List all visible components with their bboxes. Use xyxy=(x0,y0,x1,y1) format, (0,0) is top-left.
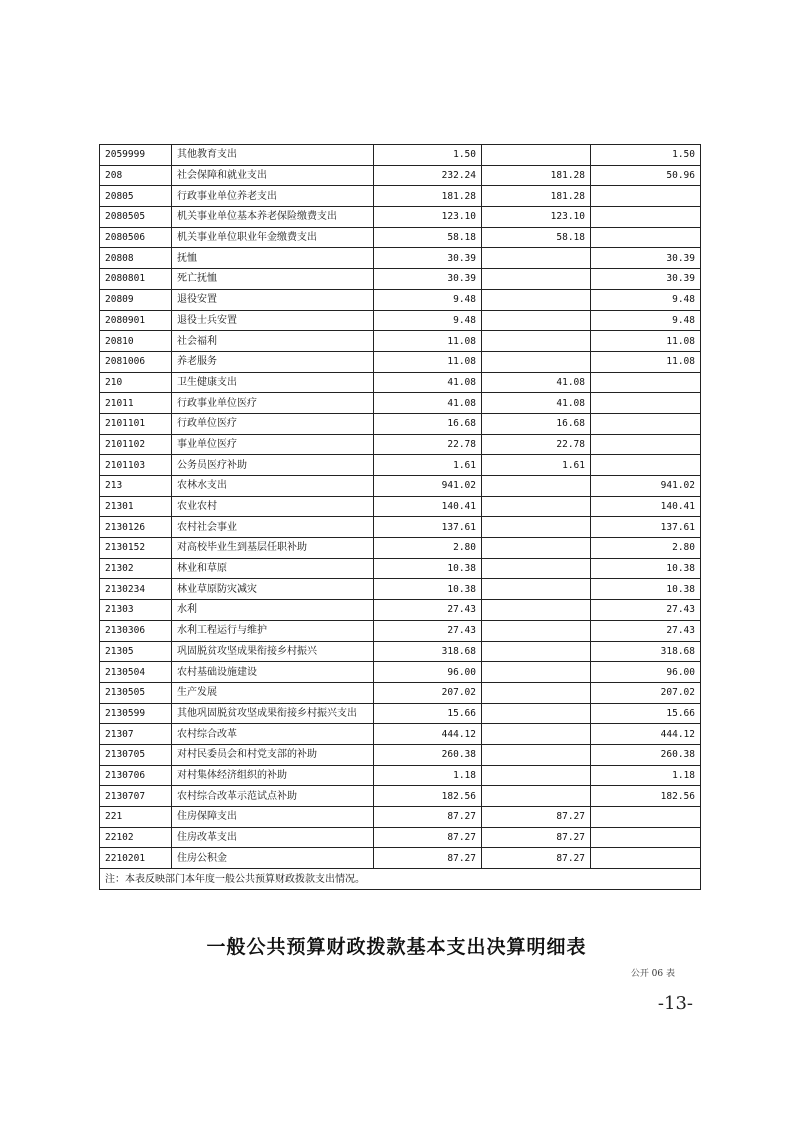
cell-project xyxy=(591,848,701,869)
table-row xyxy=(100,351,701,372)
cell-total: 140.41 xyxy=(374,496,482,517)
cell-total: 444.12 xyxy=(374,724,482,745)
cell-project: 137.61 xyxy=(591,517,701,538)
cell-name: 林业草原防灾减灾 xyxy=(172,579,374,600)
cell-basic: 87.27 xyxy=(482,807,591,828)
cell-code: 2101103 xyxy=(100,455,172,476)
cell-total: 11.08 xyxy=(374,351,482,372)
cell-code: 2130707 xyxy=(100,786,172,807)
cell-code: 2130152 xyxy=(100,538,172,559)
cell-code: 2101102 xyxy=(100,434,172,455)
cell-total: 9.48 xyxy=(374,289,482,310)
cell-total: 87.27 xyxy=(374,848,482,869)
cell-basic xyxy=(482,682,591,703)
cell-total: 941.02 xyxy=(374,476,482,497)
cell-code: 2080901 xyxy=(100,310,172,331)
cell-code: 20808 xyxy=(100,248,172,269)
cell-name: 生产发展 xyxy=(172,682,374,703)
cell-total: 181.28 xyxy=(374,186,482,207)
table-row xyxy=(100,413,701,434)
cell-name: 水利工程运行与维护 xyxy=(172,620,374,641)
cell-basic: 181.28 xyxy=(482,165,591,186)
cell-project: 207.02 xyxy=(591,682,701,703)
cell-project xyxy=(591,434,701,455)
cell-name: 抚恤 xyxy=(172,248,374,269)
cell-project: 444.12 xyxy=(591,724,701,745)
table-row xyxy=(100,620,701,641)
cell-total: 232.24 xyxy=(374,165,482,186)
cell-name: 农业农村 xyxy=(172,496,374,517)
cell-total: 11.08 xyxy=(374,331,482,352)
table-row xyxy=(100,662,701,683)
cell-project: 1.18 xyxy=(591,765,701,786)
cell-code: 2101101 xyxy=(100,413,172,434)
cell-project xyxy=(591,207,701,228)
table-row xyxy=(100,289,701,310)
cell-basic: 41.08 xyxy=(482,372,591,393)
cell-name: 其他教育支出 xyxy=(172,145,374,166)
cell-code: 2080801 xyxy=(100,269,172,290)
cell-total: 27.43 xyxy=(374,600,482,621)
cell-total: 182.56 xyxy=(374,786,482,807)
table-row xyxy=(100,331,701,352)
cell-basic xyxy=(482,269,591,290)
cell-basic xyxy=(482,248,591,269)
cell-basic: 181.28 xyxy=(482,186,591,207)
cell-project: 50.96 xyxy=(591,165,701,186)
budget-expenditure-table xyxy=(99,144,701,890)
cell-name: 卫生健康支出 xyxy=(172,372,374,393)
cell-total: 123.10 xyxy=(374,207,482,228)
cell-project xyxy=(591,827,701,848)
table-row xyxy=(100,455,701,476)
cell-total: 2.80 xyxy=(374,538,482,559)
cell-basic xyxy=(482,496,591,517)
cell-code: 2080505 xyxy=(100,207,172,228)
table-row xyxy=(100,517,701,538)
cell-name: 对村集体经济组织的补助 xyxy=(172,765,374,786)
table-row xyxy=(100,186,701,207)
cell-name: 养老服务 xyxy=(172,351,374,372)
table-row xyxy=(100,496,701,517)
table-row xyxy=(100,393,701,414)
cell-basic: 58.18 xyxy=(482,227,591,248)
cell-total: 207.02 xyxy=(374,682,482,703)
cell-code: 20810 xyxy=(100,331,172,352)
cell-total: 318.68 xyxy=(374,641,482,662)
cell-project: 11.08 xyxy=(591,331,701,352)
cell-code: 2130599 xyxy=(100,703,172,724)
cell-name: 死亡抚恤 xyxy=(172,269,374,290)
cell-code: 2130706 xyxy=(100,765,172,786)
table-row xyxy=(100,807,701,828)
table-note: 注：本表反映部门本年度一般公共预算财政拨款支出情况。 xyxy=(100,869,701,890)
table-note-row xyxy=(100,869,701,890)
cell-total: 10.38 xyxy=(374,579,482,600)
cell-name: 水利 xyxy=(172,600,374,621)
cell-total: 15.66 xyxy=(374,703,482,724)
cell-basic xyxy=(482,662,591,683)
cell-total: 16.68 xyxy=(374,413,482,434)
cell-code: 2130126 xyxy=(100,517,172,538)
table-row xyxy=(100,682,701,703)
cell-name: 机关事业单位基本养老保险缴费支出 xyxy=(172,207,374,228)
cell-project: 27.43 xyxy=(591,600,701,621)
cell-total: 10.38 xyxy=(374,558,482,579)
cell-project: 318.68 xyxy=(591,641,701,662)
cell-name: 退役安置 xyxy=(172,289,374,310)
cell-name: 公务员医疗补助 xyxy=(172,455,374,476)
cell-basic xyxy=(482,641,591,662)
cell-basic: 22.78 xyxy=(482,434,591,455)
cell-basic xyxy=(482,579,591,600)
cell-name: 林业和草原 xyxy=(172,558,374,579)
cell-total: 87.27 xyxy=(374,807,482,828)
table-row xyxy=(100,434,701,455)
cell-name: 对村民委员会和村党支部的补助 xyxy=(172,744,374,765)
cell-name: 巩固脱贫攻坚成果衔接乡村振兴 xyxy=(172,641,374,662)
cell-total: 58.18 xyxy=(374,227,482,248)
cell-name: 农村综合改革示范试点补助 xyxy=(172,786,374,807)
cell-code: 2130234 xyxy=(100,579,172,600)
cell-project: 30.39 xyxy=(591,248,701,269)
cell-basic xyxy=(482,289,591,310)
cell-basic: 87.27 xyxy=(482,848,591,869)
cell-basic xyxy=(482,786,591,807)
table-row xyxy=(100,558,701,579)
cell-basic: 41.08 xyxy=(482,393,591,414)
table-row xyxy=(100,641,701,662)
cell-name: 退役士兵安置 xyxy=(172,310,374,331)
table-row xyxy=(100,703,701,724)
cell-name: 农林水支出 xyxy=(172,476,374,497)
cell-total: 1.50 xyxy=(374,145,482,166)
cell-code: 2130504 xyxy=(100,662,172,683)
cell-code: 2081006 xyxy=(100,351,172,372)
table-row xyxy=(100,207,701,228)
table-row xyxy=(100,579,701,600)
cell-basic: 16.68 xyxy=(482,413,591,434)
cell-total: 22.78 xyxy=(374,434,482,455)
cell-basic xyxy=(482,620,591,641)
table-row xyxy=(100,269,701,290)
cell-basic xyxy=(482,517,591,538)
table-row xyxy=(100,765,701,786)
table-row xyxy=(100,310,701,331)
table-id-label: 公开 06 表 xyxy=(630,969,675,979)
section-title: 一般公共预算财政拨款基本支出决算明细表 xyxy=(206,936,587,958)
cell-project xyxy=(591,372,701,393)
table-row xyxy=(100,372,701,393)
table-row xyxy=(100,538,701,559)
cell-name: 住房改革支出 xyxy=(172,827,374,848)
table-row xyxy=(100,786,701,807)
cell-project xyxy=(591,186,701,207)
cell-code: 21302 xyxy=(100,558,172,579)
cell-code: 22102 xyxy=(100,827,172,848)
cell-name: 农村综合改革 xyxy=(172,724,374,745)
cell-basic xyxy=(482,765,591,786)
cell-code: 20809 xyxy=(100,289,172,310)
cell-name: 社会福利 xyxy=(172,331,374,352)
cell-project xyxy=(591,413,701,434)
cell-code: 21011 xyxy=(100,393,172,414)
cell-basic xyxy=(482,331,591,352)
table-row xyxy=(100,827,701,848)
cell-total: 30.39 xyxy=(374,248,482,269)
cell-code: 213 xyxy=(100,476,172,497)
cell-total: 1.18 xyxy=(374,765,482,786)
cell-project: 96.00 xyxy=(591,662,701,683)
cell-total: 137.61 xyxy=(374,517,482,538)
cell-name: 农村社会事业 xyxy=(172,517,374,538)
cell-project xyxy=(591,393,701,414)
cell-project: 30.39 xyxy=(591,269,701,290)
cell-project: 140.41 xyxy=(591,496,701,517)
cell-basic xyxy=(482,476,591,497)
cell-project: 27.43 xyxy=(591,620,701,641)
cell-project: 260.38 xyxy=(591,744,701,765)
cell-basic: 87.27 xyxy=(482,827,591,848)
cell-code: 20805 xyxy=(100,186,172,207)
table-row xyxy=(100,165,701,186)
cell-basic xyxy=(482,538,591,559)
cell-code: 21305 xyxy=(100,641,172,662)
cell-project: 10.38 xyxy=(591,558,701,579)
table-row xyxy=(100,145,701,166)
cell-name: 社会保障和就业支出 xyxy=(172,165,374,186)
table-row xyxy=(100,227,701,248)
cell-total: 41.08 xyxy=(374,372,482,393)
cell-total: 41.08 xyxy=(374,393,482,414)
cell-code: 208 xyxy=(100,165,172,186)
cell-basic xyxy=(482,145,591,166)
cell-basic xyxy=(482,724,591,745)
cell-total: 1.61 xyxy=(374,455,482,476)
cell-name: 农村基础设施建设 xyxy=(172,662,374,683)
table-body xyxy=(100,145,701,869)
cell-basic xyxy=(482,600,591,621)
cell-code: 2059999 xyxy=(100,145,172,166)
table-row xyxy=(100,744,701,765)
cell-name: 行政事业单位医疗 xyxy=(172,393,374,414)
cell-project: 182.56 xyxy=(591,786,701,807)
cell-project xyxy=(591,227,701,248)
cell-name: 对高校毕业生到基层任职补助 xyxy=(172,538,374,559)
table-row xyxy=(100,600,701,621)
table-row xyxy=(100,724,701,745)
cell-name: 行政事业单位养老支出 xyxy=(172,186,374,207)
cell-code: 2130306 xyxy=(100,620,172,641)
cell-name: 机关事业单位职业年金缴费支出 xyxy=(172,227,374,248)
cell-basic xyxy=(482,703,591,724)
cell-name: 住房保障支出 xyxy=(172,807,374,828)
cell-basic xyxy=(482,310,591,331)
cell-code: 21301 xyxy=(100,496,172,517)
cell-project: 941.02 xyxy=(591,476,701,497)
cell-total: 87.27 xyxy=(374,827,482,848)
cell-name: 其他巩固脱贫攻坚成果衔接乡村振兴支出 xyxy=(172,703,374,724)
table-row xyxy=(100,848,701,869)
cell-name: 事业单位医疗 xyxy=(172,434,374,455)
cell-project: 10.38 xyxy=(591,579,701,600)
cell-basic: 123.10 xyxy=(482,207,591,228)
cell-total: 96.00 xyxy=(374,662,482,683)
cell-project: 11.08 xyxy=(591,351,701,372)
cell-code: 210 xyxy=(100,372,172,393)
cell-total: 27.43 xyxy=(374,620,482,641)
cell-basic: 1.61 xyxy=(482,455,591,476)
cell-name: 住房公积金 xyxy=(172,848,374,869)
cell-project: 9.48 xyxy=(591,310,701,331)
page-number: -13- xyxy=(657,993,693,1014)
cell-code: 221 xyxy=(100,807,172,828)
cell-project xyxy=(591,455,701,476)
cell-project: 2.80 xyxy=(591,538,701,559)
cell-total: 9.48 xyxy=(374,310,482,331)
table-row xyxy=(100,476,701,497)
cell-code: 2080506 xyxy=(100,227,172,248)
cell-basic xyxy=(482,558,591,579)
cell-project: 1.50 xyxy=(591,145,701,166)
cell-total: 30.39 xyxy=(374,269,482,290)
cell-total: 260.38 xyxy=(374,744,482,765)
cell-basic xyxy=(482,744,591,765)
cell-project: 15.66 xyxy=(591,703,701,724)
cell-basic xyxy=(482,351,591,372)
cell-code: 2130705 xyxy=(100,744,172,765)
cell-name: 行政单位医疗 xyxy=(172,413,374,434)
cell-code: 2210201 xyxy=(100,848,172,869)
table-row xyxy=(100,248,701,269)
cell-code: 2130505 xyxy=(100,682,172,703)
cell-project: 9.48 xyxy=(591,289,701,310)
cell-code: 21307 xyxy=(100,724,172,745)
cell-project xyxy=(591,807,701,828)
cell-code: 21303 xyxy=(100,600,172,621)
